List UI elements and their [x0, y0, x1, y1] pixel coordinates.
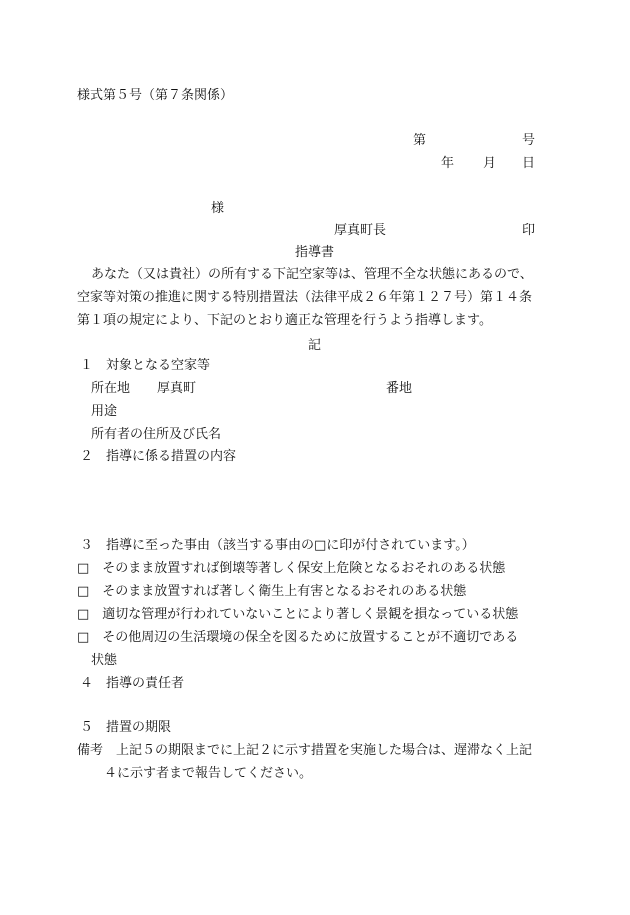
issuer-name: 厚真町長 [334, 223, 387, 238]
seal-mark: 印 [522, 223, 536, 238]
section-1-heading: １ 対象となる空家等 [80, 358, 211, 373]
reason-item: □ その他周辺の生活環境の保全を図るために放置することが不適切である [77, 630, 519, 645]
section-3-heading: ３ 指導に至った事由（該当する事由の□に印が付されています。） [80, 538, 475, 553]
section-4-heading: ４ 指導の責任者 [80, 676, 185, 691]
use-label: 用途 [91, 404, 118, 419]
section-2-heading: ２ 指導に係る措置の内容 [80, 449, 237, 464]
location-label: 所在地 [91, 381, 131, 396]
reason-item: □ そのまま放置すれば倒壊等著しく保安上危険となるおそれのある状態 [77, 561, 506, 576]
addressee-suffix: 様 [211, 201, 225, 216]
date-month: 月 [483, 156, 497, 171]
date-year: 年 [441, 156, 455, 171]
form-number: 様式第５号（第７条関係） [77, 88, 234, 103]
doc-number-prefix: 第 [413, 133, 427, 148]
body-line-1: あなた（又は貴社）の所有する下記空家等は、管理不全な状態にあるので、 [91, 267, 533, 282]
remarks-line-2: ４に示す者まで報告してください。 [104, 766, 313, 781]
reason-item-continuation: 状態 [91, 653, 118, 668]
location-town: 厚真町 [157, 381, 197, 396]
reason-item: □ そのまま放置すれば著しく衛生上有害となるおそれのある状態 [77, 584, 467, 599]
body-line-3: 第１項の規定により、下記のとおり適正な管理を行うよう指導します。 [77, 313, 492, 328]
section-5-heading: ５ 措置の期限 [80, 720, 172, 735]
doc-number-suffix: 号 [522, 133, 536, 148]
location-banchi: 番地 [386, 381, 413, 396]
owner-label: 所有者の住所及び氏名 [91, 427, 222, 442]
reason-item: □ 適切な管理が行われていないことにより著しく景観を損なっている状態 [77, 607, 519, 622]
remarks-line-1: 備考 上記５の期限までに上記２に示す措置を実施した場合は、遅滞なく上記 [77, 743, 533, 758]
document-title: 指導書 [295, 245, 335, 260]
date-day: 日 [522, 156, 536, 171]
body-line-2: 空家等対策の推進に関する特別措置法（法律平成２６年第１２７号）第１４条 [77, 290, 533, 305]
ki-heading: 記 [308, 338, 322, 353]
